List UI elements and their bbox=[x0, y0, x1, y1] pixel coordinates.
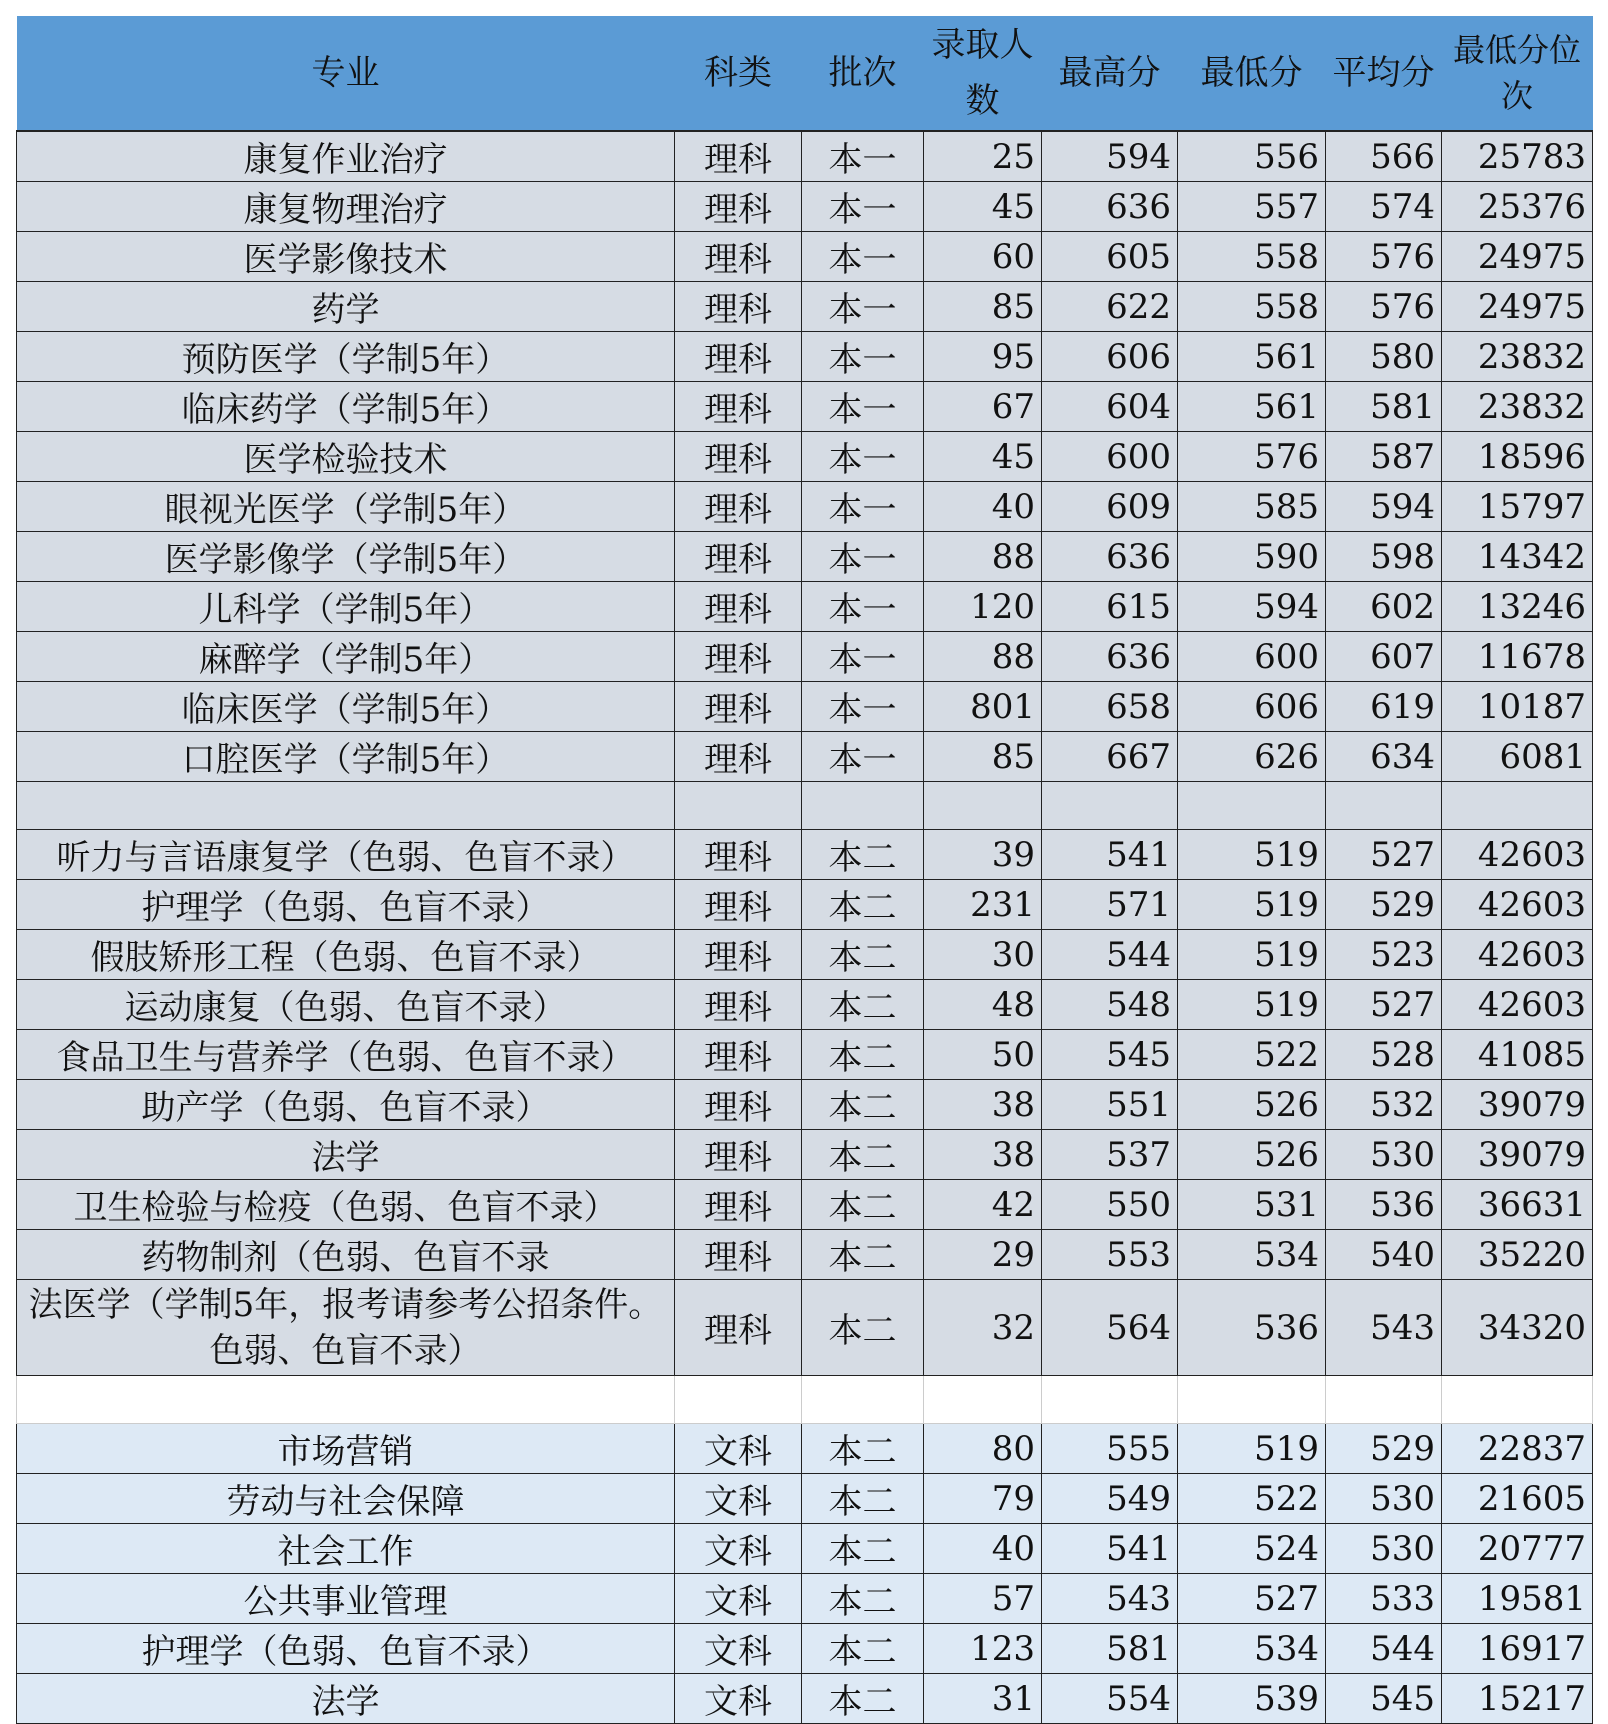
cell-category: 理科 bbox=[675, 732, 802, 782]
cell-admitted: 45 bbox=[924, 182, 1042, 232]
cell-admitted: 38 bbox=[924, 1080, 1042, 1130]
cell-admitted: 67 bbox=[924, 382, 1042, 432]
blank-cell bbox=[1178, 782, 1326, 830]
cell-min: 600 bbox=[1178, 632, 1326, 682]
cell-admitted: 123 bbox=[924, 1624, 1042, 1674]
table-row bbox=[17, 582, 1593, 632]
cell-admitted: 88 bbox=[924, 532, 1042, 582]
cell-major: 卫生检验与检疫（色弱、色盲不录） bbox=[17, 1180, 675, 1230]
cell-max: 571 bbox=[1042, 880, 1178, 930]
header-max-label: 最高分 bbox=[1058, 53, 1161, 93]
header-batch: 批次 bbox=[802, 16, 924, 131]
table-row bbox=[17, 732, 1593, 782]
cell-rank: 34320 bbox=[1442, 1280, 1593, 1376]
cell-batch: 本一 bbox=[802, 182, 924, 232]
cell-avg: 607 bbox=[1326, 632, 1442, 682]
cell-avg: 527 bbox=[1326, 980, 1442, 1030]
cell-admitted: 32 bbox=[924, 1280, 1042, 1376]
cell-major: 食品卫生与营养学（色弱、色盲不录） bbox=[17, 1030, 675, 1080]
cell-category: 理科 bbox=[675, 582, 802, 632]
table-row bbox=[17, 232, 1593, 282]
cell-batch: 本二 bbox=[802, 1230, 924, 1280]
table-row bbox=[17, 980, 1593, 1030]
cell-max: 544 bbox=[1042, 930, 1178, 980]
cell-batch: 本二 bbox=[802, 1180, 924, 1230]
cell-category: 理科 bbox=[675, 1130, 802, 1180]
cell-max: 541 bbox=[1042, 830, 1178, 880]
cell-admitted: 48 bbox=[924, 980, 1042, 1030]
table-row bbox=[17, 1030, 1593, 1080]
cell-major: 眼视光医学（学制5年） bbox=[17, 482, 675, 532]
cell-major: 法医学（学制5年，报考请参考公招条件。色弱、色盲不录） bbox=[17, 1280, 675, 1376]
cell-rank: 10187 bbox=[1442, 682, 1593, 732]
cell-max: 541 bbox=[1042, 1524, 1178, 1574]
cell-avg: 545 bbox=[1326, 1674, 1442, 1724]
cell-batch: 本二 bbox=[802, 1280, 924, 1376]
cell-max: 600 bbox=[1042, 432, 1178, 482]
cell-major: 医学检验技术 bbox=[17, 432, 675, 482]
header-avg-label: 平均分 bbox=[1332, 53, 1435, 93]
cell-batch: 本一 bbox=[802, 482, 924, 532]
cell-avg: 523 bbox=[1326, 930, 1442, 980]
cell-min: 536 bbox=[1178, 1280, 1326, 1376]
cell-avg: 574 bbox=[1326, 182, 1442, 232]
cell-batch: 本二 bbox=[802, 1080, 924, 1130]
header-row bbox=[17, 16, 1593, 131]
cell-max: 609 bbox=[1042, 482, 1178, 532]
blank-cell bbox=[675, 782, 802, 830]
cell-rank: 6081 bbox=[1442, 732, 1593, 782]
cell-rank: 13246 bbox=[1442, 582, 1593, 632]
cell-rank: 11678 bbox=[1442, 632, 1593, 682]
cell-min: 519 bbox=[1178, 830, 1326, 880]
cell-max: 554 bbox=[1042, 1674, 1178, 1724]
cell-avg: 536 bbox=[1326, 1180, 1442, 1230]
cell-rank: 18596 bbox=[1442, 432, 1593, 482]
cell-min: 556 bbox=[1178, 131, 1326, 182]
cell-rank: 22837 bbox=[1442, 1424, 1593, 1474]
cell-min: 519 bbox=[1178, 980, 1326, 1030]
cell-major: 医学影像学（学制5年） bbox=[17, 532, 675, 582]
cell-rank: 15797 bbox=[1442, 482, 1593, 532]
cell-category: 文科 bbox=[675, 1524, 802, 1574]
cell-avg: 587 bbox=[1326, 432, 1442, 482]
cell-major: 预防医学（学制5年） bbox=[17, 332, 675, 382]
cell-category: 理科 bbox=[675, 282, 802, 332]
cell-major: 运动康复（色弱、色盲不录） bbox=[17, 980, 675, 1030]
cell-admitted: 85 bbox=[924, 282, 1042, 332]
cell-min: 526 bbox=[1178, 1080, 1326, 1130]
header-max bbox=[1042, 16, 1178, 131]
cell-major: 医学影像技术 bbox=[17, 232, 675, 282]
cell-min: 519 bbox=[1178, 880, 1326, 930]
cell-rank: 42603 bbox=[1442, 930, 1593, 980]
header-admitted-label: 录取人数 bbox=[931, 25, 1034, 121]
cell-max: 615 bbox=[1042, 582, 1178, 632]
cell-avg: 543 bbox=[1326, 1280, 1442, 1376]
blank-cell bbox=[1442, 782, 1593, 830]
table-row bbox=[17, 182, 1593, 232]
cell-rank: 36631 bbox=[1442, 1180, 1593, 1230]
table-row bbox=[17, 1130, 1593, 1180]
table-row bbox=[17, 1280, 1593, 1376]
cell-max: 537 bbox=[1042, 1130, 1178, 1180]
cell-min: 522 bbox=[1178, 1474, 1326, 1524]
table-row bbox=[17, 830, 1593, 880]
cell-rank: 42603 bbox=[1442, 880, 1593, 930]
cell-min: 524 bbox=[1178, 1524, 1326, 1574]
cell-rank: 24975 bbox=[1442, 232, 1593, 282]
cell-batch: 本二 bbox=[802, 1524, 924, 1574]
cell-batch: 本一 bbox=[802, 632, 924, 682]
cell-major: 市场营销 bbox=[17, 1424, 675, 1474]
cell-major: 口腔医学（学制5年） bbox=[17, 732, 675, 782]
blank-cell bbox=[802, 1376, 924, 1424]
table-row bbox=[17, 282, 1593, 332]
cell-avg: 540 bbox=[1326, 1230, 1442, 1280]
cell-category: 理科 bbox=[675, 880, 802, 930]
cell-min: 561 bbox=[1178, 382, 1326, 432]
cell-rank: 24975 bbox=[1442, 282, 1593, 332]
cell-category: 理科 bbox=[675, 980, 802, 1030]
cell-category: 理科 bbox=[675, 182, 802, 232]
cell-major: 儿科学（学制5年） bbox=[17, 582, 675, 632]
cell-max: 667 bbox=[1042, 732, 1178, 782]
table-row bbox=[17, 1524, 1593, 1574]
cell-category: 理科 bbox=[675, 632, 802, 682]
cell-major: 药学 bbox=[17, 282, 675, 332]
cell-max: 551 bbox=[1042, 1080, 1178, 1130]
table-row bbox=[17, 532, 1593, 582]
cell-admitted: 45 bbox=[924, 432, 1042, 482]
cell-min: 590 bbox=[1178, 532, 1326, 582]
cell-avg: 594 bbox=[1326, 482, 1442, 532]
header-rank-label: 最低分位次 bbox=[1452, 31, 1581, 115]
table-row bbox=[17, 632, 1593, 682]
cell-category: 理科 bbox=[675, 1180, 802, 1230]
cell-avg: 529 bbox=[1326, 880, 1442, 930]
blank-cell bbox=[1178, 1376, 1326, 1424]
blank-cell bbox=[1442, 1376, 1593, 1424]
cell-rank: 42603 bbox=[1442, 980, 1593, 1030]
cell-category: 理科 bbox=[675, 1080, 802, 1130]
cell-category: 理科 bbox=[675, 1230, 802, 1280]
cell-category: 文科 bbox=[675, 1574, 802, 1624]
cell-category: 文科 bbox=[675, 1674, 802, 1724]
cell-major: 临床药学（学制5年） bbox=[17, 382, 675, 432]
cell-admitted: 79 bbox=[924, 1474, 1042, 1524]
cell-admitted: 30 bbox=[924, 930, 1042, 980]
table-row bbox=[17, 1080, 1593, 1130]
table-row bbox=[17, 131, 1593, 182]
cell-admitted: 31 bbox=[924, 1674, 1042, 1724]
cell-rank: 16917 bbox=[1442, 1624, 1593, 1674]
cell-max: 636 bbox=[1042, 632, 1178, 682]
cell-max: 555 bbox=[1042, 1424, 1178, 1474]
cell-major: 药物制剂（色弱、色盲不录 bbox=[17, 1230, 675, 1280]
cell-major: 康复作业治疗 bbox=[17, 131, 675, 182]
cell-rank: 42603 bbox=[1442, 830, 1593, 880]
cell-avg: 619 bbox=[1326, 682, 1442, 732]
cell-min: 606 bbox=[1178, 682, 1326, 732]
cell-min: 585 bbox=[1178, 482, 1326, 532]
table-row bbox=[17, 1474, 1593, 1524]
cell-avg: 602 bbox=[1326, 582, 1442, 632]
cell-max: 549 bbox=[1042, 1474, 1178, 1524]
admission-score-table-container bbox=[16, 16, 1592, 1724]
header-admitted bbox=[924, 16, 1042, 131]
cell-max: 581 bbox=[1042, 1624, 1178, 1674]
cell-rank: 15217 bbox=[1442, 1674, 1593, 1724]
table-row bbox=[17, 682, 1593, 732]
cell-admitted: 120 bbox=[924, 582, 1042, 632]
cell-avg: 530 bbox=[1326, 1524, 1442, 1574]
cell-avg: 528 bbox=[1326, 1030, 1442, 1080]
cell-avg: 533 bbox=[1326, 1574, 1442, 1624]
blank-cell bbox=[1042, 1376, 1178, 1424]
cell-admitted: 95 bbox=[924, 332, 1042, 382]
cell-major: 临床医学（学制5年） bbox=[17, 682, 675, 732]
cell-batch: 本一 bbox=[802, 682, 924, 732]
cell-category: 文科 bbox=[675, 1474, 802, 1524]
cell-max: 545 bbox=[1042, 1030, 1178, 1080]
cell-admitted: 231 bbox=[924, 880, 1042, 930]
cell-avg: 529 bbox=[1326, 1424, 1442, 1474]
cell-rank: 25376 bbox=[1442, 182, 1593, 232]
cell-category: 理科 bbox=[675, 131, 802, 182]
cell-max: 636 bbox=[1042, 182, 1178, 232]
cell-rank: 14342 bbox=[1442, 532, 1593, 582]
cell-batch: 本二 bbox=[802, 930, 924, 980]
cell-rank: 21605 bbox=[1442, 1474, 1593, 1524]
cell-admitted: 29 bbox=[924, 1230, 1042, 1280]
cell-category: 理科 bbox=[675, 532, 802, 582]
cell-batch: 本二 bbox=[802, 830, 924, 880]
cell-max: 543 bbox=[1042, 1574, 1178, 1624]
cell-max: 622 bbox=[1042, 282, 1178, 332]
header-rank bbox=[1442, 16, 1593, 131]
cell-batch: 本二 bbox=[802, 1130, 924, 1180]
cell-avg: 544 bbox=[1326, 1624, 1442, 1674]
cell-category: 文科 bbox=[675, 1424, 802, 1474]
cell-category: 文科 bbox=[675, 1624, 802, 1674]
cell-max: 658 bbox=[1042, 682, 1178, 732]
cell-admitted: 42 bbox=[924, 1180, 1042, 1230]
cell-min: 626 bbox=[1178, 732, 1326, 782]
cell-major: 社会工作 bbox=[17, 1524, 675, 1574]
cell-rank: 20777 bbox=[1442, 1524, 1593, 1574]
cell-avg: 580 bbox=[1326, 332, 1442, 382]
cell-min: 558 bbox=[1178, 232, 1326, 282]
cell-admitted: 50 bbox=[924, 1030, 1042, 1080]
cell-major: 助产学（色弱、色盲不录） bbox=[17, 1080, 675, 1130]
blank-cell bbox=[1326, 1376, 1442, 1424]
cell-admitted: 57 bbox=[924, 1574, 1042, 1624]
cell-major: 护理学（色弱、色盲不录） bbox=[17, 1624, 675, 1674]
blank-row bbox=[17, 1376, 1593, 1424]
cell-category: 理科 bbox=[675, 682, 802, 732]
cell-admitted: 40 bbox=[924, 1524, 1042, 1574]
blank-cell bbox=[17, 782, 675, 830]
cell-batch: 本一 bbox=[802, 532, 924, 582]
cell-admitted: 39 bbox=[924, 830, 1042, 880]
cell-major: 护理学（色弱、色盲不录） bbox=[17, 880, 675, 930]
cell-max: 550 bbox=[1042, 1180, 1178, 1230]
header-category: 科类 bbox=[675, 16, 802, 131]
cell-batch: 本一 bbox=[802, 282, 924, 332]
cell-admitted: 85 bbox=[924, 732, 1042, 782]
cell-avg: 576 bbox=[1326, 282, 1442, 332]
header-min-label: 最低分 bbox=[1200, 53, 1303, 93]
cell-category: 理科 bbox=[675, 232, 802, 282]
cell-admitted: 40 bbox=[924, 482, 1042, 532]
cell-max: 548 bbox=[1042, 980, 1178, 1030]
cell-category: 理科 bbox=[675, 332, 802, 382]
cell-min: 519 bbox=[1178, 930, 1326, 980]
cell-batch: 本二 bbox=[802, 980, 924, 1030]
cell-major: 康复物理治疗 bbox=[17, 182, 675, 232]
table-row bbox=[17, 930, 1593, 980]
cell-avg: 598 bbox=[1326, 532, 1442, 582]
cell-batch: 本一 bbox=[802, 732, 924, 782]
cell-batch: 本二 bbox=[802, 1574, 924, 1624]
cell-avg: 581 bbox=[1326, 382, 1442, 432]
cell-admitted: 25 bbox=[924, 131, 1042, 182]
cell-avg: 634 bbox=[1326, 732, 1442, 782]
cell-admitted: 38 bbox=[924, 1130, 1042, 1180]
cell-major: 法学 bbox=[17, 1674, 675, 1724]
cell-avg: 527 bbox=[1326, 830, 1442, 880]
header-avg bbox=[1326, 16, 1442, 131]
cell-min: 522 bbox=[1178, 1030, 1326, 1080]
cell-major: 公共事业管理 bbox=[17, 1574, 675, 1624]
header-min bbox=[1178, 16, 1326, 131]
table-row bbox=[17, 880, 1593, 930]
cell-admitted: 88 bbox=[924, 632, 1042, 682]
cell-min: 576 bbox=[1178, 432, 1326, 482]
cell-rank: 35220 bbox=[1442, 1230, 1593, 1280]
table-body bbox=[17, 131, 1593, 1724]
cell-category: 理科 bbox=[675, 830, 802, 880]
cell-rank: 19581 bbox=[1442, 1574, 1593, 1624]
cell-avg: 576 bbox=[1326, 232, 1442, 282]
cell-min: 527 bbox=[1178, 1574, 1326, 1624]
table-row bbox=[17, 1230, 1593, 1280]
cell-rank: 41085 bbox=[1442, 1030, 1593, 1080]
cell-batch: 本二 bbox=[802, 1474, 924, 1524]
cell-batch: 本二 bbox=[802, 1674, 924, 1724]
cell-min: 557 bbox=[1178, 182, 1326, 232]
table-row bbox=[17, 1574, 1593, 1624]
cell-avg: 530 bbox=[1326, 1474, 1442, 1524]
cell-batch: 本二 bbox=[802, 1624, 924, 1674]
cell-avg: 566 bbox=[1326, 131, 1442, 182]
cell-min: 534 bbox=[1178, 1230, 1326, 1280]
blank-cell bbox=[924, 782, 1042, 830]
table-row bbox=[17, 332, 1593, 382]
cell-batch: 本一 bbox=[802, 582, 924, 632]
cell-batch: 本二 bbox=[802, 1030, 924, 1080]
cell-batch: 本一 bbox=[802, 131, 924, 182]
table-row bbox=[17, 432, 1593, 482]
cell-avg: 532 bbox=[1326, 1080, 1442, 1130]
cell-max: 594 bbox=[1042, 131, 1178, 182]
table-row bbox=[17, 1424, 1593, 1474]
cell-max: 636 bbox=[1042, 532, 1178, 582]
cell-rank: 23832 bbox=[1442, 332, 1593, 382]
table-row bbox=[17, 1624, 1593, 1674]
cell-category: 理科 bbox=[675, 930, 802, 980]
cell-min: 539 bbox=[1178, 1674, 1326, 1724]
admission-score-table bbox=[16, 16, 1593, 1724]
cell-min: 531 bbox=[1178, 1180, 1326, 1230]
cell-max: 606 bbox=[1042, 332, 1178, 382]
cell-min: 561 bbox=[1178, 332, 1326, 382]
cell-category: 理科 bbox=[675, 482, 802, 532]
cell-max: 605 bbox=[1042, 232, 1178, 282]
blank-cell bbox=[802, 782, 924, 830]
cell-batch: 本一 bbox=[802, 332, 924, 382]
table-row bbox=[17, 482, 1593, 532]
table-row bbox=[17, 1674, 1593, 1724]
blank-row bbox=[17, 782, 1593, 830]
cell-category: 理科 bbox=[675, 1280, 802, 1376]
cell-batch: 本一 bbox=[802, 432, 924, 482]
blank-cell bbox=[675, 1376, 802, 1424]
cell-admitted: 80 bbox=[924, 1424, 1042, 1474]
cell-min: 526 bbox=[1178, 1130, 1326, 1180]
cell-major: 听力与言语康复学（色弱、色盲不录） bbox=[17, 830, 675, 880]
cell-batch: 本一 bbox=[802, 382, 924, 432]
cell-batch: 本二 bbox=[802, 880, 924, 930]
cell-major: 假肢矫形工程（色弱、色盲不录） bbox=[17, 930, 675, 980]
cell-category: 理科 bbox=[675, 432, 802, 482]
table-row bbox=[17, 1180, 1593, 1230]
cell-batch: 本二 bbox=[802, 1424, 924, 1474]
cell-category: 理科 bbox=[675, 1030, 802, 1080]
blank-cell bbox=[17, 1376, 675, 1424]
cell-batch: 本一 bbox=[802, 232, 924, 282]
cell-admitted: 60 bbox=[924, 232, 1042, 282]
blank-cell bbox=[1042, 782, 1178, 830]
cell-min: 558 bbox=[1178, 282, 1326, 332]
cell-max: 604 bbox=[1042, 382, 1178, 432]
cell-max: 564 bbox=[1042, 1280, 1178, 1376]
cell-rank: 39079 bbox=[1442, 1080, 1593, 1130]
cell-rank: 23832 bbox=[1442, 382, 1593, 432]
blank-cell bbox=[924, 1376, 1042, 1424]
blank-cell bbox=[1326, 782, 1442, 830]
cell-min: 534 bbox=[1178, 1624, 1326, 1674]
cell-major: 法学 bbox=[17, 1130, 675, 1180]
cell-min: 519 bbox=[1178, 1424, 1326, 1474]
cell-major: 劳动与社会保障 bbox=[17, 1474, 675, 1524]
cell-admitted: 801 bbox=[924, 682, 1042, 732]
cell-rank: 25783 bbox=[1442, 131, 1593, 182]
cell-major: 麻醉学（学制5年） bbox=[17, 632, 675, 682]
cell-max: 553 bbox=[1042, 1230, 1178, 1280]
cell-min: 594 bbox=[1178, 582, 1326, 632]
header-major: 专业 bbox=[17, 16, 675, 131]
cell-category: 理科 bbox=[675, 382, 802, 432]
cell-rank: 39079 bbox=[1442, 1130, 1593, 1180]
table-row bbox=[17, 382, 1593, 432]
cell-avg: 530 bbox=[1326, 1130, 1442, 1180]
